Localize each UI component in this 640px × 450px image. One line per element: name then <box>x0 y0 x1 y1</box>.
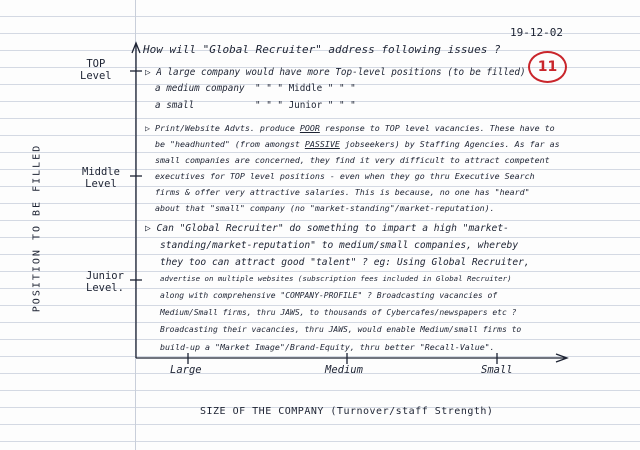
note-line: standing/market-reputation" to medium/small companies, whereby <box>160 240 519 251</box>
note-line: they too can attract good "talent" ? eg: Using Global Recruiter, <box>160 257 530 268</box>
x-tick-medium: Medium <box>325 364 363 376</box>
note-line: executives for TOP level positions - even when they go thru Executive Search <box>155 171 535 181</box>
page-number-badge: 11 <box>528 51 567 83</box>
page-title: How will "Global Recruiter" address following issues ? <box>143 43 501 56</box>
note-line: build-up a "Market Image"/Brand-Equity, thru better "Recall-Value". <box>160 342 495 352</box>
x-tick-small: Small <box>481 364 513 376</box>
note-line: Broadcasting their vacancies, thru JAWS, would enable Medium/small firms to <box>160 325 522 334</box>
y-axis-title: POSITION TO BE FILLED <box>31 143 43 313</box>
note-line: a small <box>155 100 195 111</box>
note-line: Medium/Small firms, thru JAWS, to thousands of Cybercafes/newspapers etc ? <box>160 308 517 317</box>
note-line: " " " Junior " " " <box>255 100 356 111</box>
note-line: along with comprehensive "COMPANY-PROFILE" ? Broadcasting vacancies of <box>160 291 498 300</box>
note-line: small companies are concerned, they find it very difficult to attract competent <box>155 155 550 165</box>
x-tick-large: Large <box>170 364 202 376</box>
date-label: 19-12-02 <box>510 26 563 39</box>
note-line: advertise on multiple websites (subscription fees included in Global Recruiter) <box>160 274 512 283</box>
note-line: ▷ Print/Website Advts. produce POOR response to TOP level vacancies. These have to <box>145 123 555 133</box>
note-line: firms & offer very attractive salaries. This is because, no one has "heard" <box>155 187 530 197</box>
note-line: be "headhunted" (from amongst PASSIVE jobseekers) by Staffing Agencies. As far as <box>155 139 560 149</box>
note-line: ▷ Can "Global Recruiter" do something to impart a high "market- <box>145 223 509 234</box>
x-axis-title: SIZE OF THE COMPANY (Turnover/staff Strength) <box>200 406 494 417</box>
level-label-middle: Middle Level <box>82 166 120 190</box>
note-line: a medium company <box>155 83 245 94</box>
note-line: about that "small" company (no "market-standing"/market-reputation). <box>155 203 495 213</box>
level-label-junior: Junior Level. <box>86 270 124 294</box>
level-label-top: TOP Level <box>80 58 112 82</box>
note-line: ▷ A large company would have more Top-level positions (to be filled) <box>145 67 526 78</box>
note-line: " " " Middle " " " <box>255 83 356 94</box>
